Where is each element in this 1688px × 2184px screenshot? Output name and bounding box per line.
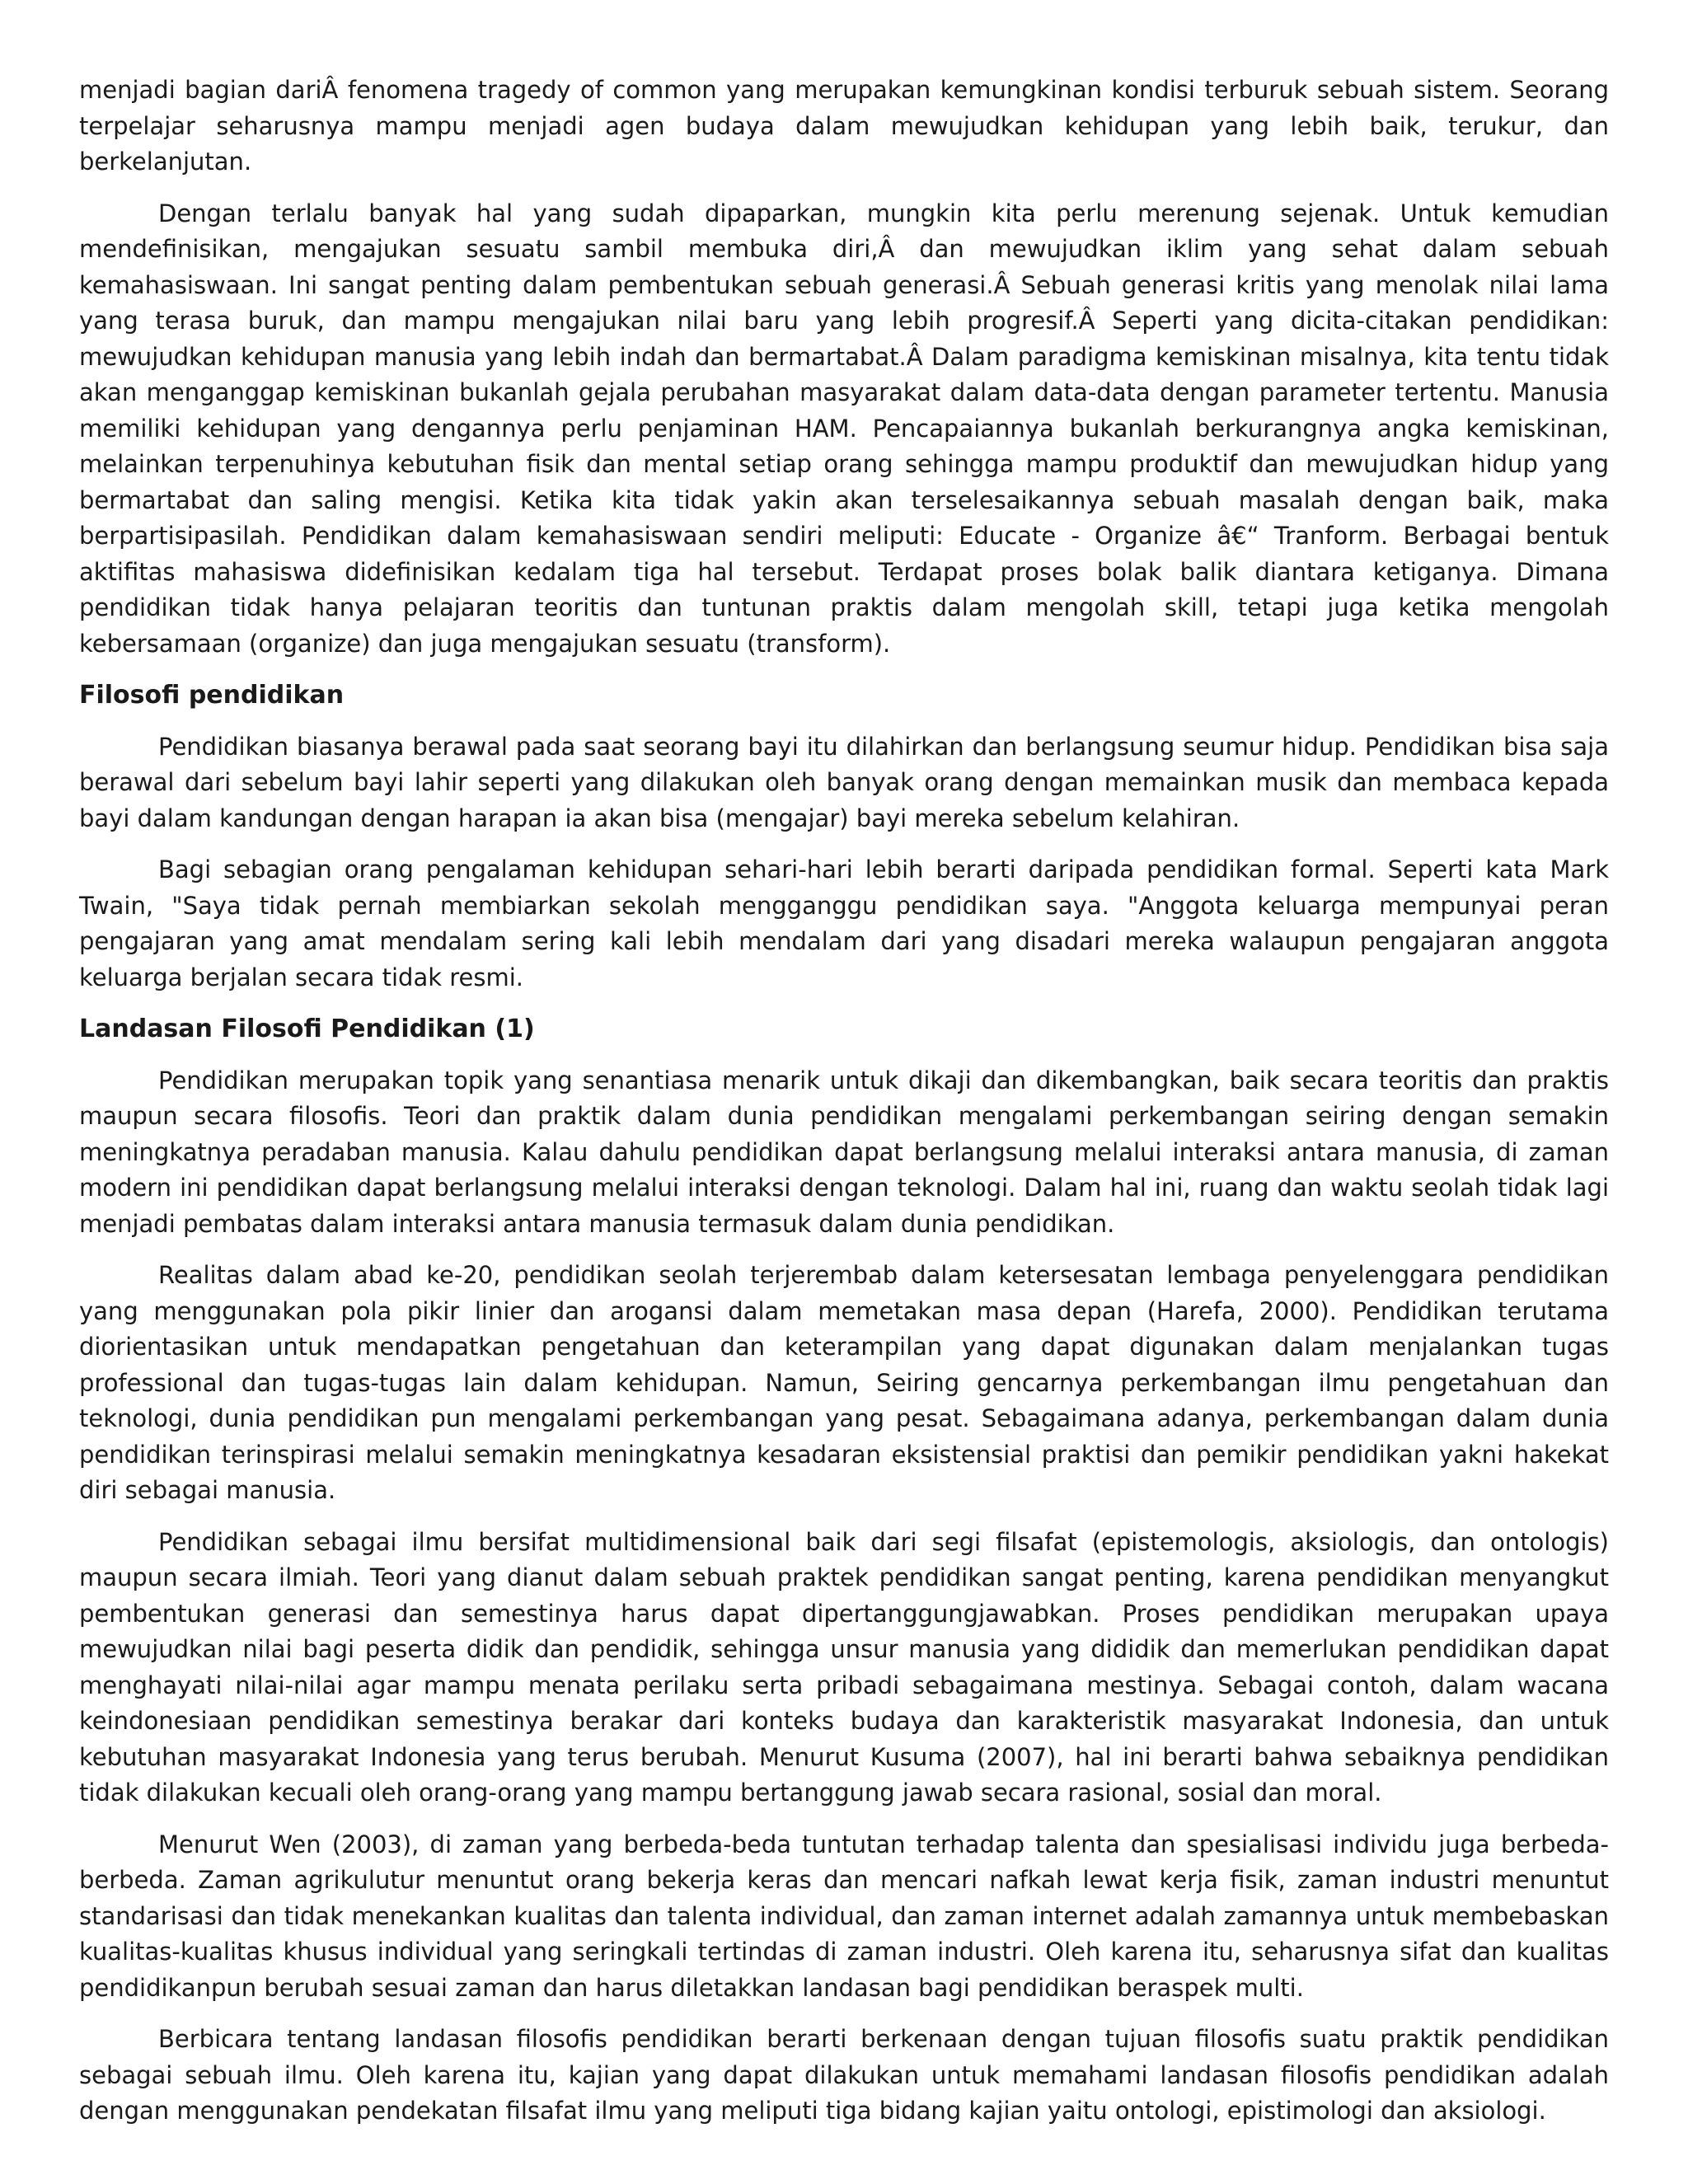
paragraph-kemahasiswaan: Dengan terlalu banyak hal yang sudah dipaparkan, mungkin kita perlu merenung sejenak. Untuk kemudian mendefinisikan, mengajukan sesuatu sambil membuka diri,Â dan mewujudkan iklim yang sehat dalam sebuah kemahasiswaan. Ini sangat penting dalam pembentukan sebuah generasi.Â Sebuah generasi kritis yang menolak nilai lama yang terasa buruk, dan mampu mengajukan nilai baru yang lebih progresif.Â Seperti yang dicita-citakan pendidikan: mewujudkan kehidupan manusia yang lebih indah dan bermartabat.Â Dalam paradigma kemiskinan misalnya, kita tentu tidak akan menganggap kemiskinan bukanlah gejala perubahan masyarakat dalam data-data dengan parameter tertentu. Manusia memiliki kehidupan yang dengannya perlu penjaminan HAM. Pencapaiannya bukanlah berkurangnya angka kemiskinan, melainkan terpenuhinya kebutuhan fisik dan mental setiap orang sehingga mampu produktif dan mewujudkan hidup yang bermartabat dan saling mengisi. Ketika kita tidak yakin akan terselesaikannya sebuah masalah dengan baik, maka berpartisipasilah. Pendidikan dalam kemahasiswaan sendiri meliputi: Educate - Organize â€“ Tranform. Berbagai bentuk aktifitas mahasiswa didefinisikan kedalam tiga hal tersebut. Terdapat proses bolak balik diantara ketiganya. Dimana pendidikan tidak hanya pelajaran teoritis dan tuntunan praktis dalam mengolah skill, tetapi juga ketika mengolah kebersamaan (organize) dan juga mengajukan sesuatu (transform). — [79, 199, 1609, 658]
heading-filosofi-pendidikan: Filosofi pendidikan — [79, 681, 345, 710]
paragraph-topik-pendidikan: Pendidikan merupakan topik yang senantiasa menarik untuk dikaji dan dikembangkan, baik secara teoritis dan praktis maupun secara filosofis. Teori dan praktik dalam dunia pendidikan mengalami perkembangan seiring dengan semakin meningkatnya peradaban manusia. Kalau dahulu pendidikan dapat berlangsung melalui interaksi antara manusia, di zaman modern ini pendidikan dapat berlangsung melalui interaksi dengan teknologi. Dalam hal ini, ruang dan waktu seolah tidak lagi menjadi pembatas dalam interaksi antara manusia termasuk dalam dunia pendidikan. — [79, 1066, 1609, 1238]
document-page — [79, 73, 1609, 2145]
paragraph-continuation: menjadi bagian dariÂ fenomena tragedy of common yang merupakan kemungkinan kondisi terburuk sebuah sistem. Seorang terpelajar seharusnya mampu menjadi agen budaya dalam mewujudkan kehidupan yang lebih baik, terukur, dan berkelanjutan. — [79, 76, 1609, 176]
paragraph-multidimensional: Pendidikan sebagai ilmu bersifat multidimensional baik dari segi filsafat (epistemologis, aksiologis, dan ontologis) maupun secara ilmiah. Teori yang dianut dalam sebuah praktek pendidikan sangat penting, karena pendidikan menyangkut pembentukan generasi dan semestinya harus dapat dipertanggungjawabkan. Proses pendidikan merupakan upaya mewujudkan nilai bagi peserta didik dan pendidik, sehingga unsur manusia yang dididik dan memerlukan pendidikan dapat menghayati nilai-nilai agar mampu menata perilaku serta pribadi sebagaimana mestinya. Sebagai contoh, dalam wacana keindonesiaan pendidikan semestinya berakar dari konteks budaya dan karakteristik masyarakat Indonesia, dan untuk kebutuhan masyarakat Indonesia yang terus berubah. Menurut Kusuma (2007), hal ini berarti bahwa sebaiknya pendidikan tidak dilakukan kecuali oleh orang-orang yang mampu bertanggung jawab secara rasional, sosial dan moral. — [79, 1527, 1609, 1807]
heading-landasan-filosofi: Landasan Filosofi Pendidikan (1) — [79, 1015, 535, 1043]
paragraph-menurut-wen: Menurut Wen (2003), di zaman yang berbeda-beda tuntutan terhadap talenta dan spesialisasi individu juga berbeda-berbeda. Zaman agrikulutur menuntut orang bekerja keras dan mencari nafkah lewat kerja fisik, zaman industri menuntut standarisasi dan tidak menekankan kualitas dan talenta individual, dan zaman internet adalah zamannya untuk membebaskan kualitas-kualitas khusus individual yang seringkali tertindas di zaman industri. Oleh karena itu, seharusnya sifat dan kualitas pendidikanpun berubah sesuai zaman dan harus diletakkan landasan bagi pendidikan beraspek multi. — [79, 1830, 1609, 2002]
paragraph-berbicara-landasan: Berbicara tentang landasan filosofis pendidikan berarti berkenaan dengan tujuan filosofis suatu praktik pendidikan sebagai sebuah ilmu. Oleh karena itu, kajian yang dapat dilakukan untuk memahami landasan filosofis pendidikan adalah dengan menggunakan pendekatan filsafat ilmu yang meliputi tiga bidang kajian yaitu ontologi, epistimologi dan aksiologi. — [79, 2025, 1609, 2125]
paragraph-pendidikan-bayi: Pendidikan biasanya berawal pada saat seorang bayi itu dilahirkan dan berlangsung seumur hidup. Pendidikan bisa saja berawal dari sebelum bayi lahir seperti yang dilakukan oleh banyak orang dengan memainkan musik dan membaca kepada bayi dalam kandungan dengan harapan ia akan bisa (mengajar) bayi mereka sebelum kelahiran. — [79, 732, 1609, 832]
paragraph-mark-twain: Bagi sebagian orang pengalaman kehidupan sehari-hari lebih berarti daripada pendidikan formal. Seperti kata Mark Twain, "Saya tidak pernah membiarkan sekolah mengganggu pendidikan saya. "Anggota keluarga mempunyai peran pengajaran yang amat mendalam sering kali lebih mendalam dari yang disadari mereka walaupun pengajaran anggota keluarga berjalan secara tidak resmi. — [79, 855, 1609, 991]
paragraph-realitas-abad: Realitas dalam abad ke-20, pendidikan seolah terjerembab dalam ketersesatan lembaga penyelenggara pendidikan yang menggunakan pola pikir linier dan arogansi dalam memetakan masa depan (Harefa, 2000). Pendidikan terutama diorientasikan untuk mendapatkan pengetahuan dan keterampilan yang dapat digunakan dalam menjalankan tugas professional dan tugas-tugas lain dalam kehidupan. Namun, Seiring gencarnya perkembangan ilmu pengetahuan dan teknologi, dunia pendidikan pun mengalami perkembangan yang pesat. Sebagaimana adanya, perkembangan dalam dunia pendidikan terinspirasi melalui semakin meningkatnya kesadaran eksistensial praktisi dan pemikir pendidikan yakni hakekat diri sebagai manusia. — [79, 1261, 1609, 1504]
